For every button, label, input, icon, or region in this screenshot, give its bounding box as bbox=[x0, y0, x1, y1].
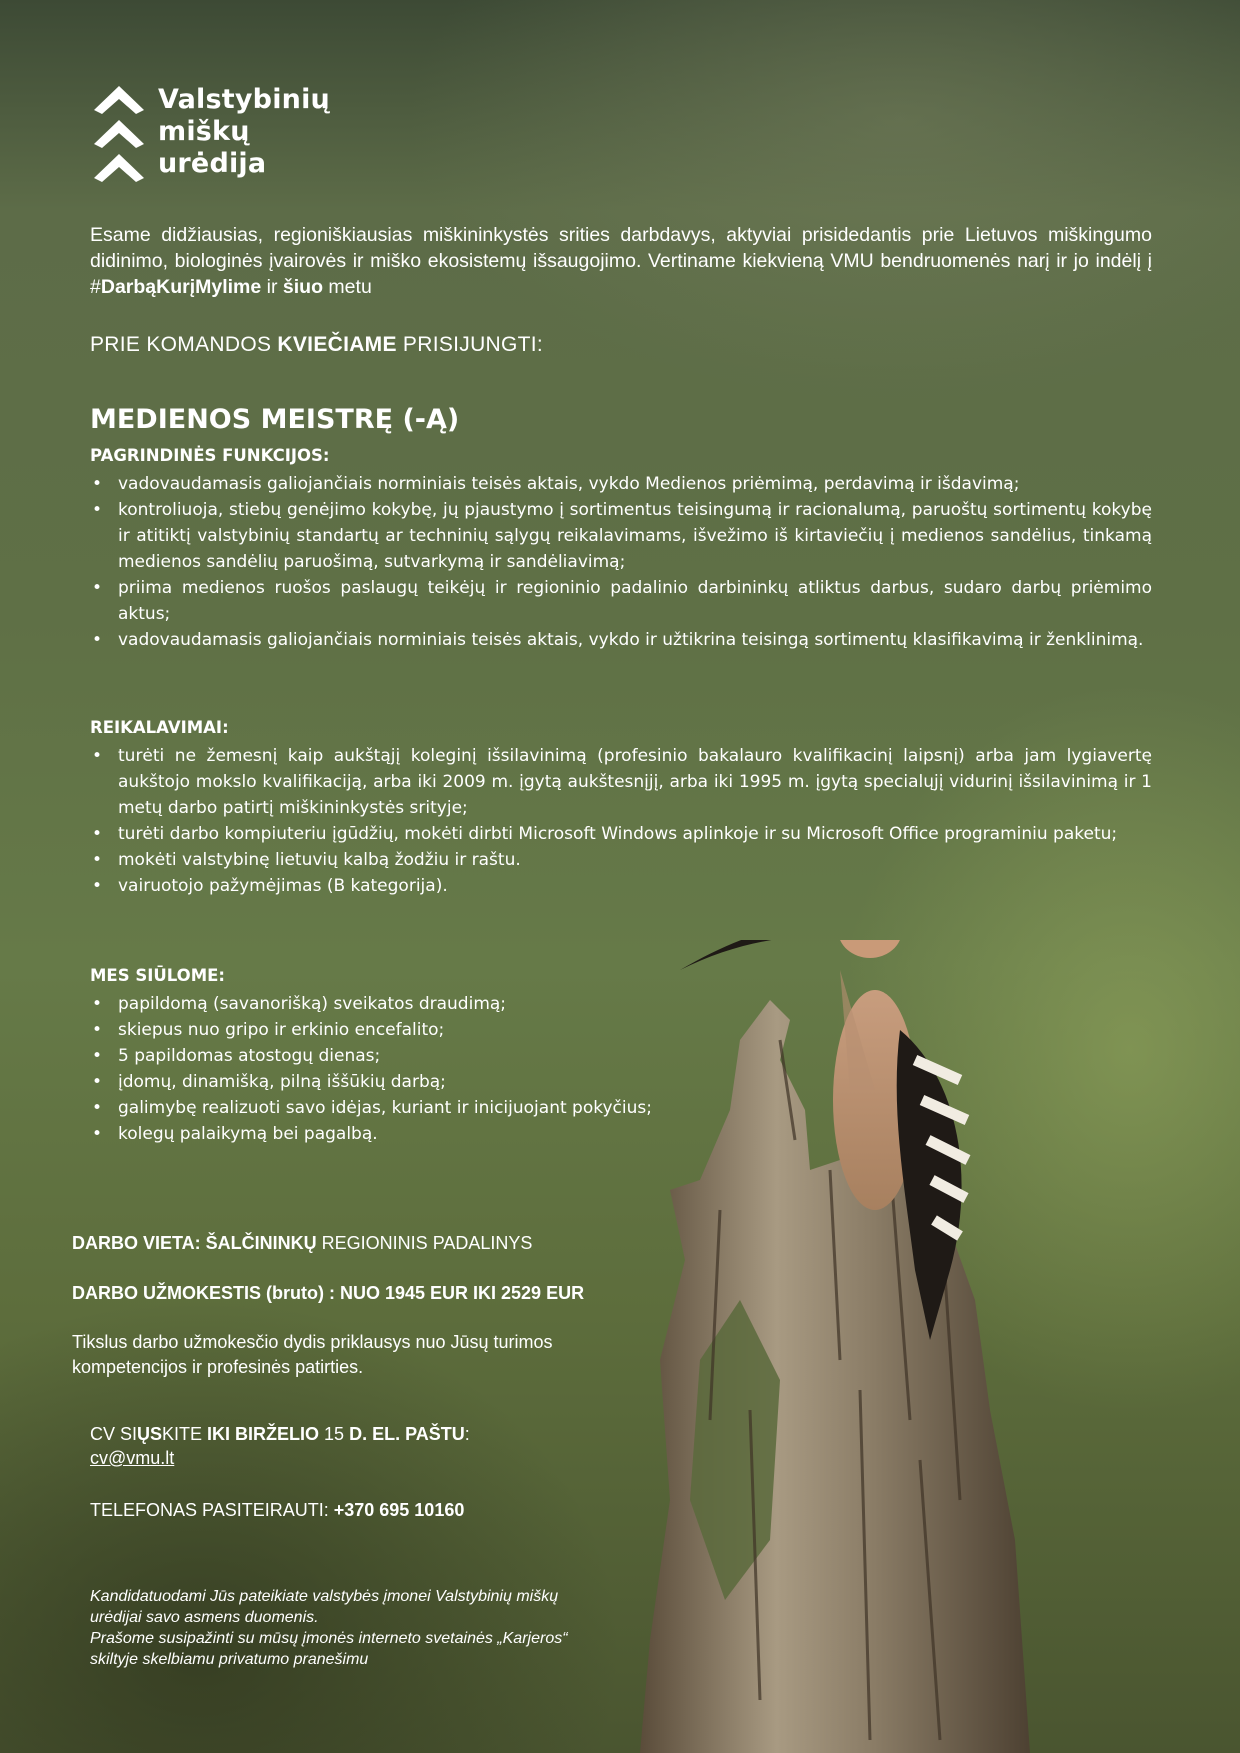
cv-part-1: CV SI bbox=[90, 1424, 138, 1444]
logo-wordmark bbox=[158, 84, 330, 188]
list-item: • priima medienos ruošos paslaugų teikėjų ir regioninio padalinio darbininkų atliktus darbus, sudaro darbų priėmimo aktus; bbox=[90, 575, 1152, 627]
invite-before: PRIE KOMANDOS bbox=[90, 333, 278, 356]
invite-line bbox=[90, 333, 543, 357]
intro-text: Esame didžiausias, regioniškiausias miškininkystės srities darbdavys, aktyviai prisidedantis prie Lietuvos miškingumo didinimo, biologinės įvairovės ir miško ekosistemų išsaugojimo. Vertiname kiekvieną VMU bendruomenės narį ir jo indėlį į # bbox=[90, 224, 1152, 298]
cv-part-2: ŲS bbox=[137, 1424, 163, 1444]
cv-part-7: : bbox=[464, 1424, 470, 1444]
intro-hashtag: DarbąKurįMylime bbox=[100, 276, 262, 298]
logo-line-1: Valstybinių bbox=[158, 84, 330, 115]
workplace-line bbox=[72, 1233, 532, 1254]
offer-heading: MES SIŪLOME: bbox=[90, 966, 225, 985]
phone-number: +370 695 10160 bbox=[333, 1500, 465, 1520]
list-item: • 5 papildomas atostogų dienas; bbox=[90, 1043, 750, 1069]
functions-section bbox=[90, 446, 1152, 653]
cv-email-link[interactable]: cv@vmu.lt bbox=[90, 1448, 175, 1468]
cv-part-6: D. EL. PAŠTU bbox=[349, 1424, 465, 1444]
intro-end: metu bbox=[323, 276, 372, 298]
vmu-tree-chevrons-icon bbox=[92, 84, 146, 188]
privacy-notice bbox=[90, 1586, 660, 1670]
intro-mid: ir bbox=[261, 276, 283, 298]
functions-heading: PAGRINDINĖS FUNKCIJOS: bbox=[90, 446, 330, 465]
list-item: • vadovaudamasis galiojančiais norminiais teisės aktais, vykdo Medienos priėmimą, perdavimą ir išdavimą; bbox=[90, 471, 1152, 497]
list-item: • galimybę realizuoti savo idėjas, kuriant ir inicijuojant pokyčius; bbox=[90, 1095, 750, 1121]
list-item: • turėti darbo kompiuteriu įgūdžių, mokėti dirbti Microsoft Windows aplinkoje ir su Microsoft Office programiniu paketu; bbox=[90, 821, 1152, 847]
intro-emphasis: šiuo bbox=[282, 276, 324, 298]
salary-line: DARBO UŽMOKESTIS (bruto) : NUO 1945 EUR IKI 2529 EUR bbox=[72, 1283, 585, 1303]
workplace-label: DARBO VIETA: ŠALČININKŲ bbox=[72, 1233, 317, 1253]
list-item: • kolegų palaikymą bei pagalbą. bbox=[90, 1121, 750, 1147]
cv-instructions bbox=[90, 1422, 470, 1470]
phone-label: TELEFONAS PASITEIRAUTI: bbox=[90, 1500, 334, 1520]
list-item: • vairuotojo pažymėjimas (B kategorija). bbox=[90, 873, 1152, 899]
logo-line-2: miškų bbox=[158, 116, 250, 147]
privacy-line: urėdijai savo asmens duomenis. bbox=[90, 1609, 319, 1626]
functions-list bbox=[90, 471, 1152, 653]
invite-after: PRISIJUNGTI: bbox=[396, 333, 544, 356]
workplace-value: REGIONINIS PADALINYS bbox=[316, 1233, 533, 1253]
requirements-heading: REIKALAVIMAI: bbox=[90, 718, 229, 737]
cv-line bbox=[90, 1422, 470, 1446]
cv-part-5: 15 bbox=[319, 1424, 350, 1444]
cv-deadline: IKI BIRŽELIO bbox=[207, 1424, 320, 1444]
hoopoe-on-stump-image bbox=[630, 940, 1110, 1753]
list-item: • mokėti valstybinę lietuvių kalbą žodžiu ir raštu. bbox=[90, 847, 1152, 873]
privacy-line: Kandidatuodami Jūs pateikiate valstybės įmonei Valstybinių miškų bbox=[90, 1588, 559, 1605]
list-item: • skiepus nuo gripo ir erkinio encefalito; bbox=[90, 1017, 750, 1043]
cv-part-3: KITE bbox=[162, 1424, 208, 1444]
intro-paragraph bbox=[90, 222, 1152, 300]
list-item: • kontroliuoja, stiebų genėjimo kokybę, jų pjaustymo į sortimentus teisingumą ir racionalumą, paruoštų sortimentų kokybę ir atitiktį valstybinių standartų ar techninių sąlygų reikalavimams, išvežimo iš kirtaviečių į medienos sandėlius, tinkamą medienos sandėlių paruošimą, sutvarkymą ir sandėliavimą; bbox=[90, 497, 1152, 575]
list-item: • turėti ne žemesnį kaip aukštąjį koleginį išsilavinimą (profesinio bakalauro kvalifikacinį laipsnį) arba jam lygiavertę aukštojo mokslo kvalifikaciją, arba iki 2009 m. įgytą aukštesnįjį, arba iki 1995 m. įgytą specialųjį vidurinį išsilavinimą ir 1 metų darbo patirtį miškininkystės srityje; bbox=[90, 743, 1152, 821]
invite-bold: KVIEČIAME bbox=[277, 333, 397, 356]
salary-note: Tikslus darbo užmokesčio dydis priklausys nuo Jūsų turimos kompetencijos ir profesinės patirties. bbox=[72, 1332, 553, 1377]
privacy-line: skiltyje skelbiamu privatumo pranešimu bbox=[90, 1651, 369, 1668]
requirements-section bbox=[90, 718, 1152, 899]
requirements-list bbox=[90, 743, 1152, 899]
phone-line bbox=[90, 1500, 464, 1521]
vmu-logo bbox=[92, 84, 330, 188]
privacy-line: Prašome susipažinti su mūsų įmonės interneto svetainės „Karjeros“ bbox=[90, 1630, 568, 1647]
job-title: MEDIENOS MEISTRĘ (-Ą) bbox=[90, 404, 460, 435]
logo-line-3: urėdija bbox=[158, 148, 267, 179]
list-item: • papildomą (savanorišką) sveikatos draudimą; bbox=[90, 991, 750, 1017]
list-item: • vadovaudamasis galiojančiais norminiais teisės aktais, vykdo ir užtikrina teisingą sortimentų klasifikavimą ir ženklinimą. bbox=[90, 627, 1152, 653]
list-item: • įdomų, dinamišką, pilną iššūkių darbą; bbox=[90, 1069, 750, 1095]
